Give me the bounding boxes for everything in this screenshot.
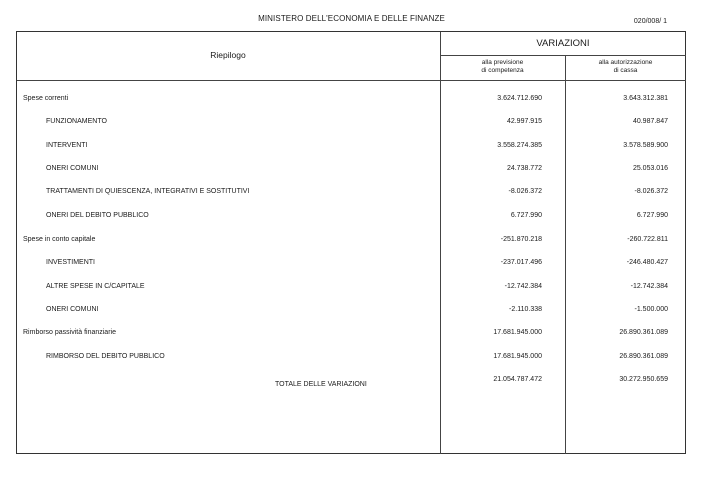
row-value-cassa: 40.987.847: [632, 118, 668, 125]
row-label-oneri-debito-pubblico: ONERI DEL DEBITO PUBBLICO: [46, 212, 149, 219]
row-value-cassa: 26.890.361.089: [619, 329, 668, 336]
row-label-oneri-comuni-capitale: ONERI COMUNI: [46, 306, 99, 313]
total-value-competenza: 21.054.787.472: [493, 376, 542, 383]
row-value-competenza: -8.026.372: [508, 188, 542, 195]
column-header-riepilogo: Riepilogo: [210, 50, 246, 60]
row-value-cassa: -12.742.384: [630, 283, 668, 290]
total-value-cassa: 30.272.950.659: [619, 376, 668, 383]
row-label-funzionamento: FUNZIONAMENTO: [46, 118, 107, 125]
row-label-spese-correnti: Spese correnti: [23, 95, 69, 102]
header-divider: [17, 80, 686, 81]
row-value-competenza: 3.624.712.690: [497, 95, 542, 102]
row-label-rimborso-debito-pubblico: RIMBORSO DEL DEBITO PUBBLICO: [46, 353, 165, 360]
row-value-competenza: -12.742.384: [504, 283, 542, 290]
row-value-cassa: 25.053.016: [632, 165, 668, 172]
row-value-competenza: 3.558.274.385: [497, 142, 542, 149]
subheader-cassa-line2: di cassa: [613, 67, 638, 74]
row-label-spese-conto-capitale: Spese in conto capitale: [23, 236, 96, 243]
subheader-cassa-line1: alla autorizzazione: [598, 59, 653, 66]
row-value-competenza: -237.017.496: [500, 259, 542, 266]
subheader-competenza-line1: alla previsione: [481, 59, 524, 66]
row-label-rimborso-passivita: Rimborso passività finanziarie: [23, 329, 116, 336]
row-label-oneri-comuni: ONERI COMUNI: [46, 165, 99, 172]
row-value-cassa: 6.727.990: [636, 212, 668, 219]
row-value-competenza: 17.681.945.000: [493, 353, 542, 360]
total-label: TOTALE DELLE VARIAZIONI: [275, 381, 367, 388]
row-value-competenza: 42.997.915: [506, 118, 542, 125]
subheader-cassa: [565, 59, 686, 75]
row-value-cassa: -8.026.372: [634, 188, 668, 195]
document-code: 020/008/ 1: [633, 18, 667, 25]
column-header-variazioni: VARIAZIONI: [536, 38, 590, 49]
row-value-cassa: 26.890.361.089: [619, 353, 668, 360]
row-value-competenza: -2.110.338: [509, 306, 542, 313]
row-label-investimenti: INVESTIMENTI: [46, 259, 96, 266]
row-label-altre-spese-capitale: ALTRE SPESE IN C/CAPITALE: [46, 283, 145, 290]
row-label-trattamenti-quiescenza: TRATTAMENTI DI QUIESCENZA, INTEGRATIVI E SOSTITUTIVI: [46, 188, 250, 195]
ministry-title: MINISTERO DELL'ECONOMIA E DELLE FINANZE: [258, 14, 445, 23]
subheader-competenza-line2: di competenza: [481, 67, 524, 74]
row-value-cassa: -1.500.000: [634, 306, 668, 313]
row-value-cassa: 3.578.589.900: [623, 142, 668, 149]
column-divider-2: [565, 55, 566, 454]
row-value-cassa: 3.643.312.381: [623, 95, 668, 102]
variazioni-divider: [441, 55, 686, 56]
row-value-cassa: -246.480.427: [626, 259, 668, 266]
row-value-competenza: -251.870.218: [500, 236, 542, 243]
row-value-competenza: 6.727.990: [510, 212, 542, 219]
subheader-competenza: [440, 59, 565, 75]
row-value-cassa: -260.722.811: [627, 236, 668, 243]
row-value-competenza: 24.738.772: [506, 165, 542, 172]
row-label-interventi: INTERVENTI: [46, 142, 88, 149]
row-value-competenza: 17.681.945.000: [493, 329, 542, 336]
